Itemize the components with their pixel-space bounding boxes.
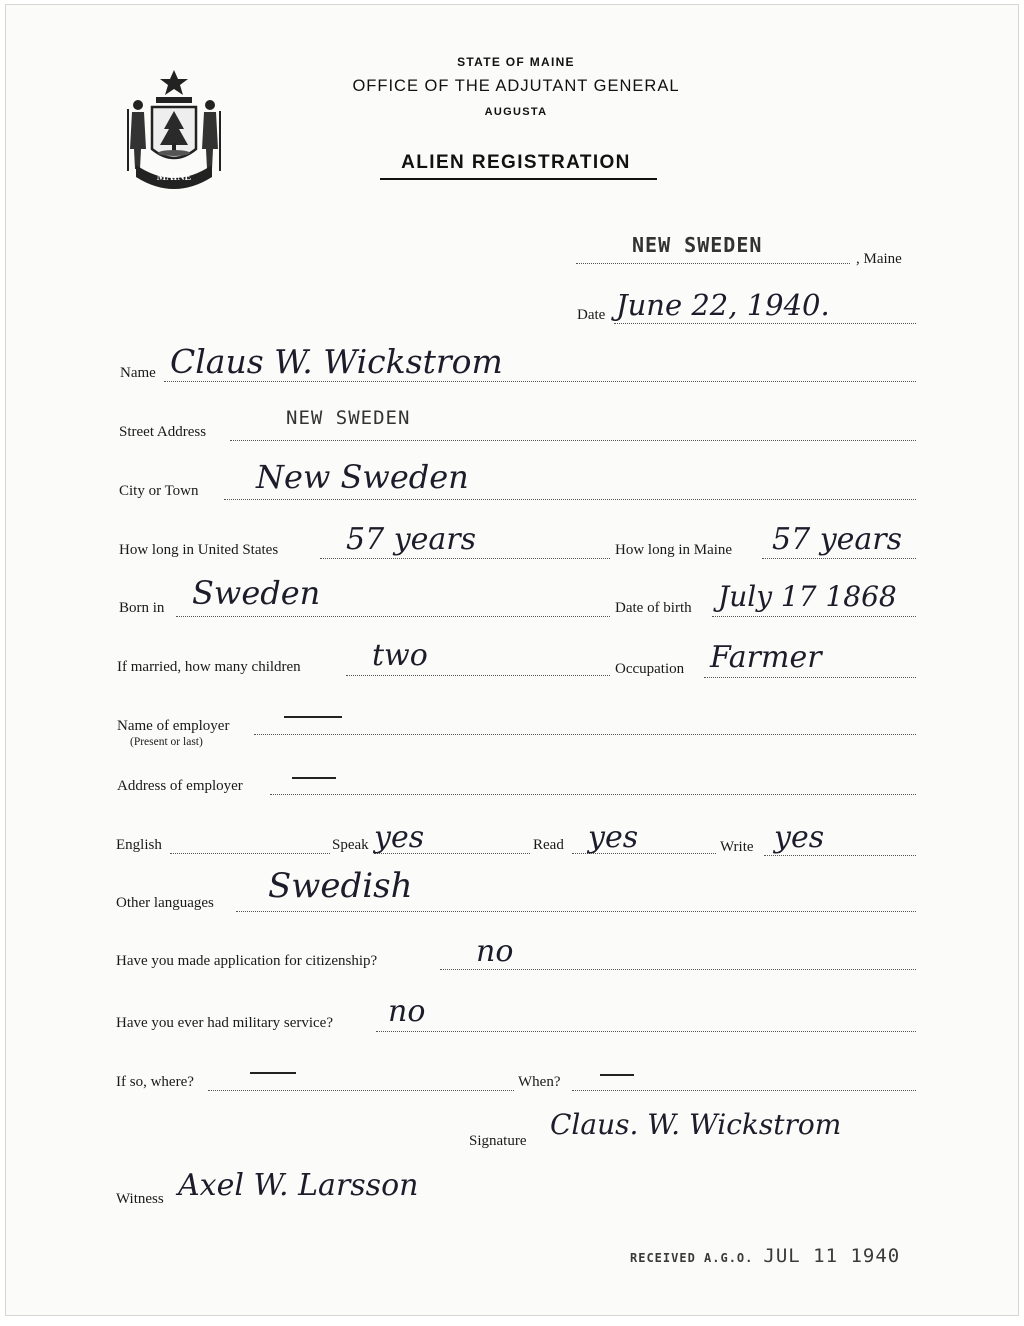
occupation-label: Occupation [615, 661, 685, 677]
read-value: yes [588, 820, 639, 855]
citizenship-line [440, 969, 916, 970]
header-office: OFFICE OF THE ADJUTANT GENERAL [352, 77, 680, 95]
place-line [576, 263, 850, 264]
citizenship-value: no [476, 934, 514, 969]
born-in-value: Sweden [192, 574, 321, 612]
other-languages-label: Other languages [116, 895, 214, 911]
how-long-maine-value: 57 years [772, 522, 903, 557]
date-of-birth-value: July 17 1868 [718, 580, 897, 613]
born-in-label: Born in [119, 600, 165, 616]
speak-value: yes [374, 820, 425, 855]
seal-banner-text: MAINE [156, 172, 192, 183]
date-of-birth-label: Date of birth [615, 600, 692, 616]
title-underline [380, 178, 657, 180]
how-long-us-label: How long in United States [119, 542, 279, 558]
city-line [224, 499, 916, 500]
english-line [170, 853, 330, 854]
signature-label: Signature [469, 1133, 527, 1149]
when-line [572, 1090, 916, 1091]
how-long-us-line [320, 558, 610, 559]
speak-label: Speak [332, 837, 369, 853]
employer-name-line [254, 734, 916, 735]
where-dash [250, 1072, 296, 1074]
employer-address-line [270, 794, 916, 795]
write-value: yes [774, 820, 825, 855]
name-line [164, 381, 916, 382]
military-label: Have you ever had military service? [116, 1015, 333, 1031]
received-stamp-prefix: RECEIVED A.G.O. [630, 1251, 754, 1265]
header-state: STATE OF MAINE [457, 55, 575, 69]
signature-value: Claus. W. Wickstrom [550, 1108, 842, 1141]
where-label: If so, where? [116, 1074, 194, 1090]
write-line [764, 855, 916, 856]
occupation-line [704, 677, 916, 678]
form-title: ALIEN REGISTRATION [401, 152, 631, 173]
registration-form [5, 4, 1019, 1316]
write-label: Write [720, 839, 754, 855]
date-label: Date [577, 307, 606, 323]
how-long-maine-label: How long in Maine [615, 542, 733, 558]
date-value: June 22, 1940. [616, 288, 830, 322]
name-label: Name [120, 365, 156, 381]
when-label: When? [518, 1074, 561, 1090]
place-suffix: , Maine [856, 251, 902, 267]
street-address-value: NEW SWEDEN [286, 407, 411, 429]
employer-name-dash [284, 716, 342, 718]
when-dash [600, 1074, 634, 1076]
other-languages-value: Swedish [268, 866, 413, 906]
place-stamp: NEW SWEDEN [632, 233, 763, 257]
employer-name-sublabel: (Present or last) [130, 736, 203, 748]
employer-name-label: Name of employer [117, 718, 230, 734]
military-line [376, 1031, 916, 1032]
received-stamp-date: JUL 11 1940 [763, 1245, 901, 1267]
occupation-value: Farmer [710, 640, 822, 675]
header-city: AUGUSTA [484, 106, 548, 118]
employer-address-dash [292, 777, 336, 779]
read-label: Read [533, 837, 564, 853]
received-stamp [630, 1245, 900, 1267]
employer-address-label: Address of employer [117, 778, 243, 794]
street-address-line [230, 440, 916, 441]
citizenship-label: Have you made application for citizenship? [116, 953, 378, 969]
where-line [208, 1090, 514, 1091]
maine-state-seal [122, 67, 226, 189]
date-of-birth-line [712, 616, 916, 617]
witness-value: Axel W. Larsson [178, 1168, 419, 1203]
children-value: two [372, 638, 428, 673]
witness-label: Witness [116, 1191, 164, 1207]
children-label: If married, how many children [117, 659, 301, 675]
english-label: English [116, 837, 162, 853]
children-line [346, 675, 610, 676]
city-value: New Sweden [256, 458, 469, 496]
born-in-line [176, 616, 610, 617]
name-value: Claus W. Wickstrom [170, 342, 503, 381]
how-long-us-value: 57 years [346, 522, 477, 557]
how-long-maine-line [762, 558, 916, 559]
other-languages-line [236, 911, 916, 912]
street-address-label: Street Address [119, 424, 207, 440]
date-line [614, 323, 916, 324]
city-label: City or Town [119, 483, 199, 499]
military-value: no [388, 994, 426, 1029]
